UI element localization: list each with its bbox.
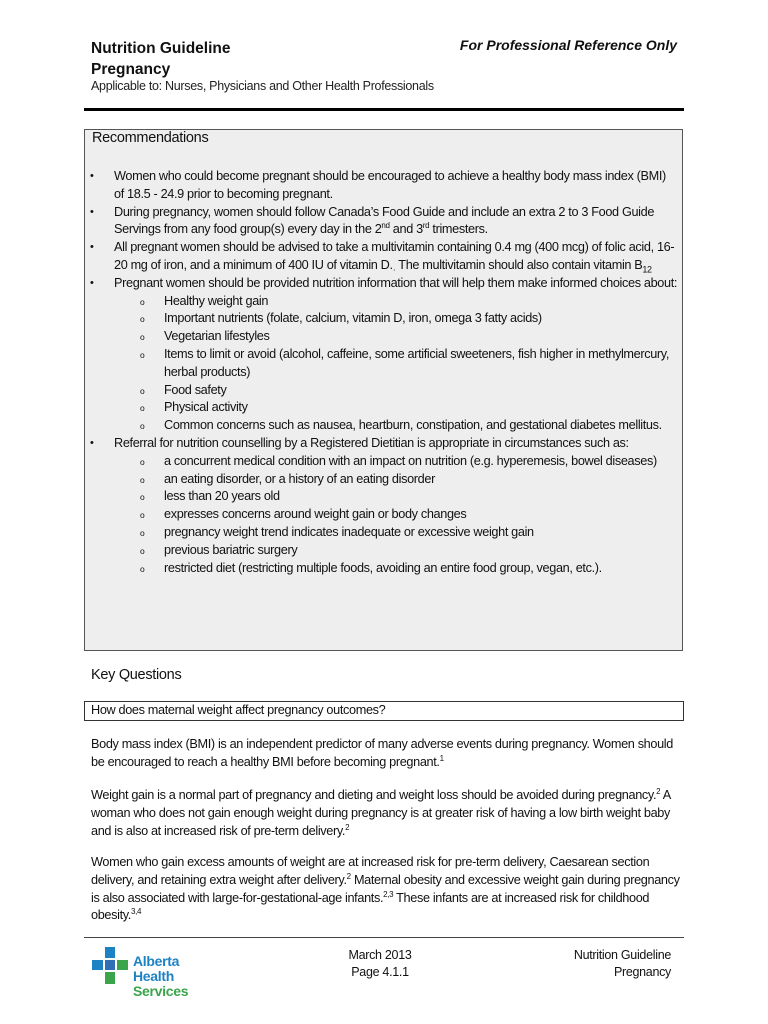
reference-note: For Professional Reference Only — [459, 37, 677, 53]
paragraph-excess-weight: Women who gain excess amounts of weight are at increased risk for pre-term delivery, Caesarean section delivery, and retaining extra weight after delivery.$^2$ Maternal obesity and excessive weight gain during pregnancy is also associated with large-for-gestational-age infants.$^{2,3}$ These infants are at increased risk for childhood obesity.$^{3,4}$ — [91, 855, 680, 923]
topic-item: o Common concerns such as nausea, heartburn, constipation, and gestational diabetes mellitus. — [164, 417, 678, 435]
circumstance-item: o expresses concerns around weight gain or body changes — [164, 506, 678, 524]
recommendation-item: • Referral for nutrition counselling by a Registered Dietitian is appropriate in circumstances such as: o a concurrent medical condition with an impact on nutrition (e.g. hyperemesis, bowel diseases) o an eating disorder, or a history of an eating disorder o less than 20 years old o expresses concerns around weight gain or body changes o pregnancy weight trend indicates inadequate or excessive weight gain o previous bariatric surgery o restricted diet (restricting multiple foods, avoiding an entire food group, vegan, etc.). — [114, 435, 678, 577]
topic-item: o Vegetarian lifestyles — [164, 328, 678, 346]
recommendation-item: • Women who could become pregnant should be encouraged to achieve a healthy body mass index (BMI) of 18.5 - 24.9 prior to becoming pregnant. — [114, 168, 678, 204]
topic-item: o Items to limit or avoid (alcohol, caffeine, some artificial sweeteners, fish higher in methylmercury, herbal products) — [164, 346, 678, 382]
title-line-1: Nutrition Guideline — [91, 40, 231, 57]
footer-right — [574, 947, 671, 981]
paragraph-bmi: Body mass index (BMI) is an independent predictor of many adverse events during pregnancy. Women should be encouraged to reach a healthy BMI before becoming pregnant.$^1$ — [91, 737, 673, 769]
recommendations-heading: Recommendations — [92, 130, 209, 146]
citation: 1 — [439, 753, 444, 763]
circumstance-item: o restricted diet (restricting multiple foods, avoiding an entire food group, vegan, etc.). — [164, 560, 678, 578]
recommendations-box — [84, 129, 683, 651]
header-divider — [84, 108, 684, 111]
nutrition-topics-list — [114, 293, 678, 435]
applicable-to: Applicable to: Nurses, Physicians and Other Health Professionals — [91, 79, 434, 93]
question-box — [84, 701, 684, 721]
topic-item: o Food safety — [164, 382, 678, 400]
key-questions-heading: Key Questions — [91, 667, 182, 683]
circumstance-item: o pregnancy weight trend indicates inadequate or excessive weight gain — [164, 524, 678, 542]
logo-line-1: Alberta Health — [133, 953, 180, 984]
recommendation-item: • During pregnancy, women should follow Canada’s Food Guide and include an extra 2 to 3 Food Guide Servings from any food group(s) every day in the 2nd and 3rd trimesters. — [114, 204, 678, 240]
footer-center — [300, 947, 460, 981]
citation: 3,4 — [130, 907, 142, 917]
paragraph-weight-gain: Weight gain is a normal part of pregnancy and dieting and weight loss should be avoided during pregnancy.$^2$ A woman who does not gain enough weight during pregnancy is at greater risk of having a low birth weight baby and is also at increased risk of pre-term delivery.$^2$ — [91, 786, 671, 838]
circumstance-item: o a concurrent medical condition with an impact on nutrition (e.g. hyperemesis, bowel diseases) — [164, 453, 678, 471]
topic-item: o Healthy weight gain — [164, 293, 678, 311]
referral-circumstances-list — [114, 453, 678, 578]
ahs-logo — [92, 946, 222, 999]
footer-date: March 2013 — [348, 948, 412, 962]
citation: 2 — [345, 822, 350, 832]
topic-item: o Physical activity — [164, 399, 678, 417]
citation: 2,3 — [383, 889, 394, 899]
recommendation-item: • All pregnant women should be advised to take a multivitamin containing 0.4 mg (400 mcg) of folic acid, 16-20 mg of iron, and a minimum of 400 IU of vitamin $D._\cdot$ The multivitamin should also contain vitamin $B_{12}$ — [114, 239, 678, 275]
footer-divider — [84, 937, 684, 938]
question-text: How does maternal weight affect pregnancy outcomes? — [91, 703, 386, 717]
circumstance-item: o less than 20 years old — [164, 488, 678, 506]
circumstance-item: o an eating disorder, or a history of an eating disorder — [164, 471, 678, 489]
document-title — [91, 38, 231, 80]
recommendation-item: • Pregnant women should be provided nutrition information that will help them make informed choices about: o Healthy weight gain o Important nutrients (folate, calcium, vitamin D, iron, omega 3 fatty acids) o Vegetarian lifestyles o Items to limit or avoid (alcohol, caffeine, some artificial sweeteners, fish higher in methylmercury, herbal products) o Food safety o Physical activity o Common concerns such as nausea, heartburn, constipation, and gestational diabetes mellitus. — [114, 275, 678, 435]
footer-doc-title: Nutrition Guideline — [573, 948, 671, 962]
ahs-cross-icon — [92, 947, 130, 987]
circumstance-item: o previous bariatric surgery — [164, 542, 678, 560]
citation: 2 — [346, 871, 351, 881]
topic-item: o Important nutrients (folate, calcium, vitamin D, iron, omega 3 fatty acids) — [164, 310, 678, 328]
recommendations-list — [114, 168, 678, 577]
title-line-2: Pregnancy — [91, 61, 171, 78]
citation: 2 — [656, 786, 661, 796]
page-number: Page 4.1.1 — [351, 965, 409, 979]
logo-line-2: Services — [133, 983, 189, 999]
footer-doc-subtitle: Pregnancy — [613, 965, 671, 979]
